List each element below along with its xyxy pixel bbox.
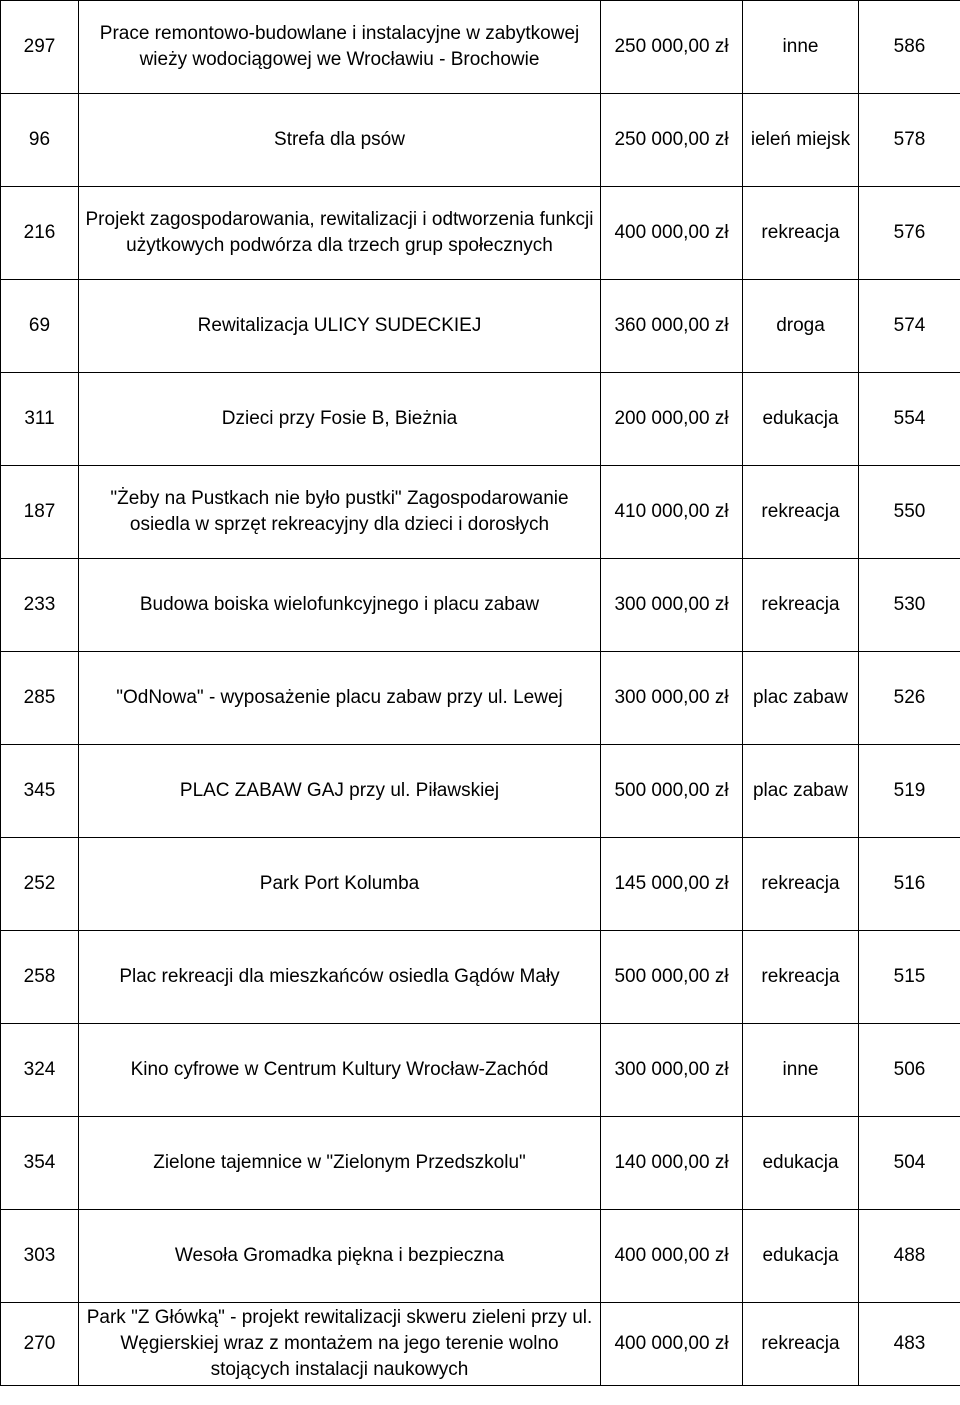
project-category-cell: edukacja (743, 1210, 859, 1303)
project-title-cell: "OdNowa" - wyposażenie placu zabaw przy ul. Lewej (79, 652, 601, 745)
project-votes-cell: 586 (859, 1, 960, 94)
project-amount-cell: 300 000,00 zł (601, 1024, 743, 1117)
table-row (1, 838, 960, 931)
project-category-cell: ieleń miejsk (743, 94, 859, 187)
project-amount-cell: 400 000,00 zł (601, 187, 743, 280)
project-title-cell: Wesoła Gromadka piękna i bezpieczna (79, 1210, 601, 1303)
project-id-cell: 252 (1, 838, 79, 931)
project-amount-cell: 250 000,00 zł (601, 94, 743, 187)
project-title-cell: Dzieci przy Fosie B, Bieżnia (79, 373, 601, 466)
project-id-cell: 285 (1, 652, 79, 745)
project-amount-cell: 300 000,00 zł (601, 652, 743, 745)
project-votes-cell: 515 (859, 931, 960, 1024)
project-category-cell: rekreacja (743, 466, 859, 559)
project-id-cell: 187 (1, 466, 79, 559)
project-votes-cell: 483 (859, 1303, 960, 1386)
table-row (1, 1117, 960, 1210)
project-amount-cell: 500 000,00 zł (601, 745, 743, 838)
table-row (1, 559, 960, 652)
project-id-cell: 324 (1, 1024, 79, 1117)
project-votes-cell: 488 (859, 1210, 960, 1303)
project-category-cell: edukacja (743, 373, 859, 466)
project-category-cell: rekreacja (743, 187, 859, 280)
table-row (1, 1303, 960, 1386)
table-row (1, 466, 960, 559)
project-amount-cell: 410 000,00 zł (601, 466, 743, 559)
project-amount-cell: 200 000,00 zł (601, 373, 743, 466)
table-row (1, 280, 960, 373)
project-id-cell: 96 (1, 94, 79, 187)
project-id-cell: 216 (1, 187, 79, 280)
table-row (1, 1024, 960, 1117)
project-title-cell: Prace remontowo-budowlane i instalacyjne w zabytkowej wieży wodociągowej we Wrocławiu - Brochowie (79, 1, 601, 94)
project-id-cell: 303 (1, 1210, 79, 1303)
project-id-cell: 69 (1, 280, 79, 373)
table-row (1, 94, 960, 187)
project-amount-cell: 250 000,00 zł (601, 1, 743, 94)
project-votes-cell: 574 (859, 280, 960, 373)
project-category-cell: edukacja (743, 1117, 859, 1210)
project-title-cell: Kino cyfrowe w Centrum Kultury Wrocław-Zachód (79, 1024, 601, 1117)
project-votes-cell: 530 (859, 559, 960, 652)
project-title-cell: Budowa boiska wielofunkcyjnego i placu zabaw (79, 559, 601, 652)
project-id-cell: 354 (1, 1117, 79, 1210)
project-amount-cell: 400 000,00 zł (601, 1210, 743, 1303)
project-amount-cell: 140 000,00 zł (601, 1117, 743, 1210)
table-row (1, 931, 960, 1024)
project-amount-cell: 400 000,00 zł (601, 1303, 743, 1386)
project-category-cell: plac zabaw (743, 745, 859, 838)
project-votes-cell: 526 (859, 652, 960, 745)
project-title-cell: "Żeby na Pustkach nie było pustki" Zagospodarowanie osiedla w sprzęt rekreacyjny dla dzieci i dorosłych (79, 466, 601, 559)
table-row (1, 373, 960, 466)
project-id-cell: 345 (1, 745, 79, 838)
project-amount-cell: 145 000,00 zł (601, 838, 743, 931)
project-votes-cell: 578 (859, 94, 960, 187)
project-votes-cell: 576 (859, 187, 960, 280)
project-amount-cell: 500 000,00 zł (601, 931, 743, 1024)
project-votes-cell: 519 (859, 745, 960, 838)
project-id-cell: 233 (1, 559, 79, 652)
project-category-cell: inne (743, 1024, 859, 1117)
project-id-cell: 297 (1, 1, 79, 94)
project-category-cell: rekreacja (743, 1303, 859, 1386)
project-votes-cell: 506 (859, 1024, 960, 1117)
table-row (1, 1, 960, 94)
project-title-cell: Park "Z Główką" - projekt rewitalizacji skweru zieleni przy ul. Węgierskiej wraz z montażem na jego terenie wolno stojących instalacji naukowych (79, 1303, 601, 1386)
project-title-cell: Rewitalizacja ULICY SUDECKIEJ (79, 280, 601, 373)
project-category-cell: inne (743, 1, 859, 94)
project-votes-cell: 554 (859, 373, 960, 466)
project-category-cell: rekreacja (743, 838, 859, 931)
project-id-cell: 258 (1, 931, 79, 1024)
project-category-cell: rekreacja (743, 559, 859, 652)
project-votes-cell: 550 (859, 466, 960, 559)
project-votes-cell: 504 (859, 1117, 960, 1210)
project-title-cell: Park Port Kolumba (79, 838, 601, 931)
project-id-cell: 270 (1, 1303, 79, 1386)
project-title-cell: Plac rekreacji dla mieszkańców osiedla Gądów Mały (79, 931, 601, 1024)
project-id-cell: 311 (1, 373, 79, 466)
project-amount-cell: 300 000,00 zł (601, 559, 743, 652)
table-row (1, 1210, 960, 1303)
project-category-cell: rekreacja (743, 931, 859, 1024)
project-category-cell: plac zabaw (743, 652, 859, 745)
table-row (1, 652, 960, 745)
project-amount-cell: 360 000,00 zł (601, 280, 743, 373)
project-title-cell: PLAC ZABAW GAJ przy ul. Piławskiej (79, 745, 601, 838)
project-votes-cell: 516 (859, 838, 960, 931)
project-title-cell: Zielone tajemnice w "Zielonym Przedszkolu" (79, 1117, 601, 1210)
table-row (1, 187, 960, 280)
projects-table-body (1, 1, 960, 1386)
table-row (1, 745, 960, 838)
project-title-cell: Strefa dla psów (79, 94, 601, 187)
project-category-cell: droga (743, 280, 859, 373)
project-title-cell: Projekt zagospodarowania, rewitalizacji i odtworzenia funkcji użytkowych podwórza dla trzech grup społecznych (79, 187, 601, 280)
